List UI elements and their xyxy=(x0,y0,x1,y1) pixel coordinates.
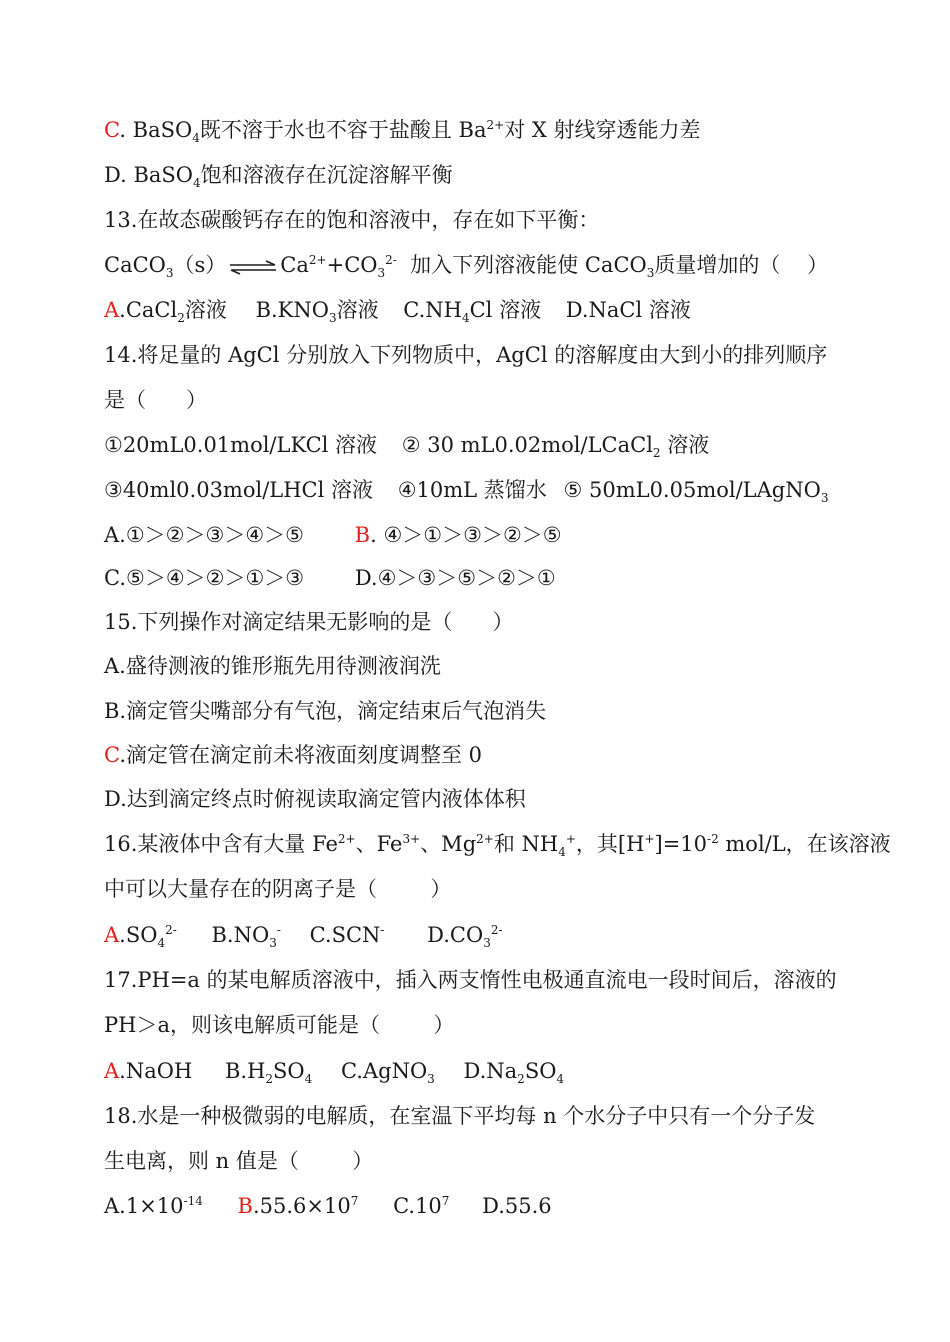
q14-options-ab: A.①＞②＞③＞④＞⑤ B. ④＞①＞③＞②＞⑤ xyxy=(104,523,562,547)
q17-stem-cont: PH＞a，则该电解质可能是（ ） xyxy=(104,1013,455,1037)
q14-items-2: ③40ml0.03mol/LHCl 溶液 ④10mL 蒸馏水 ⑤ 50mL0.05mol/LAgNO$_3$ xyxy=(104,478,829,506)
q15-stem: 15.下列操作对滴定结果无影响的是（ ） xyxy=(104,610,514,634)
answer-letter: C xyxy=(104,118,120,142)
q15-option-b: B.滴定管尖嘴部分有气泡，滴定结束后气泡消失 xyxy=(104,699,547,723)
q14-options-cd: C.⑤＞④＞②＞①＞③ D.④＞③＞⑤＞②＞① xyxy=(104,566,556,590)
q15-option-a: A.盛待测液的锥形瓶先用待测液润洗 xyxy=(104,654,441,678)
q16-stem-cont: 中可以大量存在的阴离子是（ ） xyxy=(104,877,452,901)
q14-stem-cont: 是（ ） xyxy=(104,388,208,412)
answer-letter: C xyxy=(104,743,120,767)
q16-options: $A.SO_4^{2-}$ $B.NO_3^-$ C.SCN- $D.CO_3^{2-}$ xyxy=(104,923,503,951)
equilibrium-arrow-icon xyxy=(228,259,278,275)
q15-option-d: D.达到滴定终点时俯视读取滴定管内液体体积 xyxy=(104,787,526,811)
q18-stem-cont: 生电离，则 n 值是（ ） xyxy=(104,1149,374,1173)
answer-letter: A xyxy=(104,923,120,947)
q17-stem: 17.PH=a 的某电解质溶液中，插入两支惰性电极通直流电一段时间后，溶液的 xyxy=(104,968,837,992)
q13-options: A.CaCl$_2$溶液 $B.KNO_3$溶液 $C.NH_4Cl$ 溶液 D.NaCl 溶液 xyxy=(104,298,691,326)
q16-stem: 16.某液体中含有大量 $Fe^{2+}$、$Fe^{3+}$、$Mg^{2+}$和 $NH_4^+$，其$[H^+]=10^{-2}$ mol/L，在该溶液 xyxy=(104,832,891,860)
q13-equation: CaCO$_3$（s） $Ca^{2+}+CO_3^{2-}$ 加入下列溶液能使 CaCO$_3$质量增加的（ ） xyxy=(104,253,829,281)
q13-stem: 13.在故态碳酸钙存在的饱和溶液中，存在如下平衡： xyxy=(104,208,600,232)
q18-stem: 18.水是一种极微弱的电解质，在室温下平均每 n 个水分子中只有一个分子发 xyxy=(104,1104,816,1128)
answer-letter: A xyxy=(104,298,120,322)
q17-options: A.NaOH $B.H_2SO_4$ C.AgNO$_3$ $D.Na_2SO_4$ xyxy=(104,1059,565,1087)
answer-letter: A xyxy=(104,1059,120,1083)
q14-items-1: ①20mL0.01mol/LKCl 溶液 ② 30 mL0.02mol/LCaCl$_2$ 溶液 xyxy=(104,433,710,461)
q12-option-d: D. BaSO$_4$饱和溶液存在沉淀溶解平衡 xyxy=(104,163,453,191)
answer-letter: B xyxy=(354,523,371,547)
q12-option-c: C. BaSO$_4$既不溶于水也不容于盐酸且 $Ba^{2+}$对 X 射线穿透能力差 xyxy=(104,118,701,146)
q18-options: $A.1\times 10^{-14}$ $B.55.6\times 10^7$ $C.10^7$ D.55.6 xyxy=(104,1194,552,1218)
answer-letter: B xyxy=(237,1194,253,1218)
q15-option-c: C.滴定管在滴定前未将液面刻度调整至 0 xyxy=(104,743,483,767)
q14-stem: 14.将足量的 AgCl 分别放入下列物质中，AgCl 的溶解度由大到小的排列顺序 xyxy=(104,343,828,367)
